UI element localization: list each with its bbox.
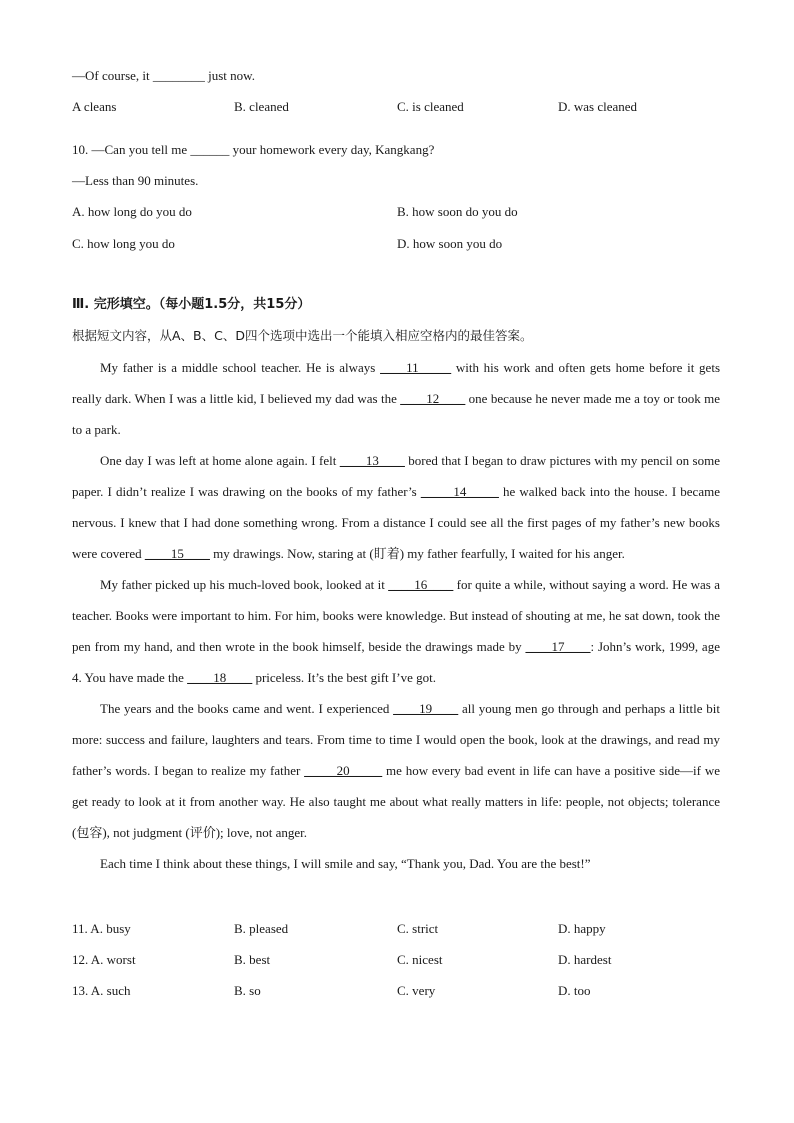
q9-option-d: D. was cleaned: [558, 99, 638, 114]
q9-answer-line: —Of course, it ________ just now.: [72, 68, 255, 83]
blank-16: ____16____: [388, 577, 454, 592]
passage-paragraph-1: My father is a middle school teacher. He is always ____11_____ with his work and often gets home before it gets really dark. When I was a little kid, I believed my dad was the ____12____ one because he never made me a toy or took me to a park.: [72, 360, 721, 437]
blank-18: ____18____: [187, 670, 253, 685]
blank-11: ____11_____: [380, 360, 452, 375]
q10-stem: 10. —Can you tell me ______ your homework every day, Kangkang?: [72, 142, 435, 157]
blank-17: ____17____: [525, 639, 591, 654]
q11-option-b: B. pleased: [234, 921, 289, 936]
q10-option-b: B. how soon do you do: [397, 204, 518, 219]
q12-option-b: B. best: [234, 952, 271, 967]
q11-option-a: 11. A. busy: [72, 921, 131, 936]
q10-option-a: A. how long do you do: [72, 204, 192, 219]
passage-paragraph-4: The years and the books came and went. I experienced ____19____ all young men go through and perhaps a little bit more: success and failure, laughters and tears. From time to time I would open the book, look at the drawings, and read my father’s words. I began to realize my father _____20_____ me how every bad event in life can have a positive side—if we get ready to look at it from another way. He also taught me about what really matters in life: people, not objects; tolerance (包容), not judgment (评价); love, not anger.: [72, 701, 720, 840]
section-instruction: 根据短文内容，从A、B、C、D四个选项中选出一个能填入相应空格内的最佳答案。: [72, 328, 533, 343]
section-title: Ⅲ. 完形填空。（每小题1.5分，共15分）: [72, 297, 311, 312]
q13-option-b: B. so: [234, 983, 261, 998]
q12-option-c: C. nicest: [397, 952, 443, 967]
blank-12: ____12____: [400, 391, 466, 406]
blank-14: _____14_____: [420, 484, 499, 499]
q11-option-d: D. happy: [558, 921, 606, 936]
cloze-passage: [72, 352, 720, 879]
blank-13: ____13____: [339, 453, 405, 468]
q13-option-c: C. very: [397, 983, 436, 998]
passage-paragraph-2: One day I was left at home alone again. I felt ____13____ bored that I began to draw pictures with my pencil on some paper. I didn’t realize I was drawing on the books of my father’s _____14_____ he walked back into the house. I became nervous. I knew that I had done something wrong. From a distance I could see all the first pages of my father’s new books were covered ____15____ my drawings. Now, staring at (盯着) my father fearfully, I waited for his anger.: [72, 453, 720, 561]
q13-option-a: 13. A. such: [72, 983, 131, 998]
q9-option-a: A cleans: [72, 99, 117, 114]
passage-paragraph-3: My father picked up his much-loved book, looked at it ____16____ for quite a while, without saying a word. He was a teacher. Books were important to him. For him, books were knowledge. But instead of shouting at me, he sat down, took the pen from my hand, and then wrote in the book himself, beside the drawings made by ____17____: John’s work, 1999, age 4. You have made the ____18____ priceless. It’s the best gift I’ve got.: [72, 577, 720, 685]
q10-option-c: C. how long you do: [72, 236, 175, 251]
passage-paragraph-5: Each time I think about these things, I will smile and say, “Thank you, Dad. You are the best!”: [100, 856, 591, 871]
q9-option-c: C. is cleaned: [397, 99, 464, 114]
q11-option-c: C. strict: [397, 921, 439, 936]
blank-20: _____20_____: [304, 763, 383, 778]
q13-option-d: D. too: [558, 983, 591, 998]
blank-19: ____19____: [393, 701, 459, 716]
q10-answer-line: —Less than 90 minutes.: [72, 173, 199, 188]
q10-option-d: D. how soon you do: [397, 236, 503, 251]
q12-option-a: 12. A. worst: [72, 952, 136, 967]
q9-option-b: B. cleaned: [234, 99, 289, 114]
blank-15: ____15____: [144, 546, 210, 561]
q12-option-d: D. hardest: [558, 952, 612, 967]
